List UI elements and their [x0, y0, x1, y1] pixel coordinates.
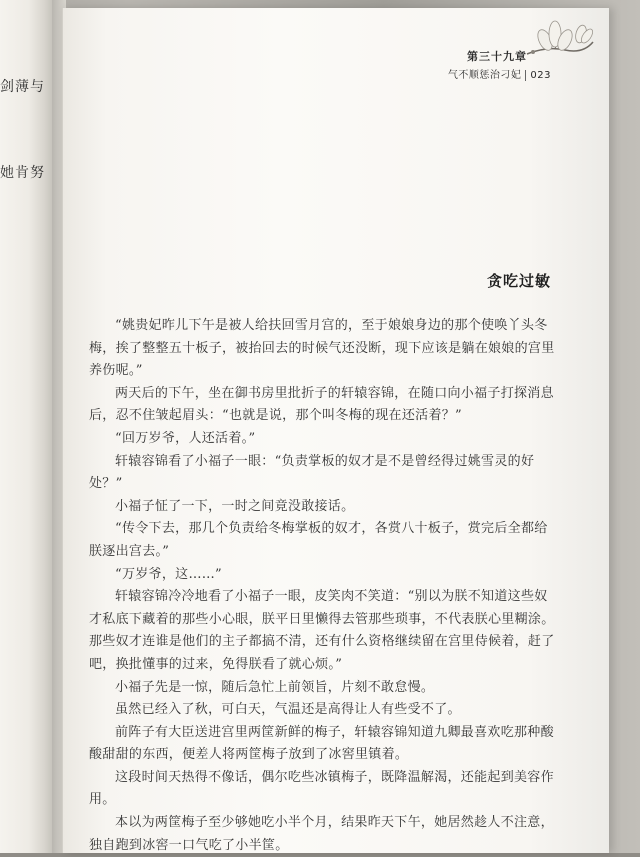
paragraph: “万岁爷，这……”	[115, 566, 222, 582]
running-header	[448, 48, 551, 81]
body-text	[89, 315, 559, 857]
paragraph: 轩辕容锦冷冷地看了小福子一眼，皮笑肉不笑道：“别以为朕不知道这些奴才私底下藏着的那些小心眼，朕平日里懒得去管那些琐事，不代表朕心里糊涂。那些奴才连谁是他们的主子都搞不清，还有什么资格继续留在宫里侍候着，赶了吧，换批懂事的过来，免得朕看了就心烦。”	[89, 589, 555, 672]
chapter-title: 第三十九章	[467, 50, 527, 63]
page-number: 023	[525, 70, 551, 81]
paragraph: 两天后的下午，坐在御书房里批折子的轩辕容锦，在随口向小福子打探消息后，忍不住皱起眉头：“也就是说，那个叫冬梅的现在还活着？”	[89, 385, 554, 424]
paragraph: 前阵子有大臣送进宫里两筐新鲜的梅子，轩辕容锦知道九卿最喜欢吃那种酸酸甜甜的东西，便差人将两筐梅子放到了冰窖里镇着。	[89, 724, 554, 763]
paragraph: 虽然已经入了秋，可白天，气温还是高得让人有些受不了。	[115, 702, 461, 718]
chapter-subtitle: 气不顺惩治刁妃	[447, 70, 522, 81]
chapter-subtitle-line	[448, 66, 551, 81]
left-page	[0, 0, 52, 853]
paragraph: “传令下去，那几个负责给冬梅掌板的奴才，各赏八十板子，赏完后全都给朕逐出宫去。”	[89, 521, 548, 559]
paragraph: 小福子怔了一下，一时之间竟没敢接话。	[115, 498, 355, 514]
paragraph: “姚贵妃昨儿下午是被人给扶回雪月宫的，至于娘娘身边的那个使唤丫头冬梅，挨了整整五十板子，被抬回去的时候气还没断，现下应该是躺在娘娘的宫里养伤呢。”	[89, 318, 555, 379]
left-page-text-fragment: 剑薄与	[0, 79, 45, 95]
paragraph: 本以为两筐梅子至少够她吃小半个月，结果昨天下午，她居然趁人不注意，独自跑到冰窖一口气吃了小半筐。	[89, 815, 554, 853]
paragraph: 轩辕容锦看了小福子一眼：“负责掌板的奴才是不是曾经得过姚雪灵的好处？”	[89, 453, 535, 492]
right-page	[62, 8, 609, 853]
paragraph: 这段时间天热得不像话，偶尔吃些冰镇梅子，既降温解渴，还能起到美容作用。	[89, 769, 554, 808]
paragraph: “回万岁爷，人还活着。”	[115, 430, 256, 446]
left-page-text-fragment: 她肯努	[0, 165, 45, 181]
paragraph: 小福子先是一惊，随后急忙上前领旨，片刻不敢怠慢。	[115, 679, 435, 695]
section-title: 贪吃过敏	[486, 272, 551, 290]
